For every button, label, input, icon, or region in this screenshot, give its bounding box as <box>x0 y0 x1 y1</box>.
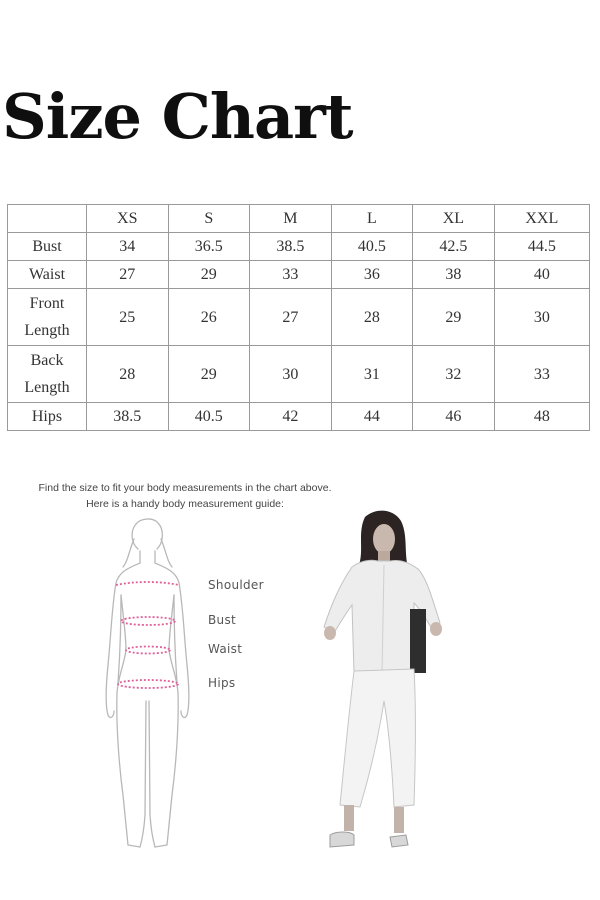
hips-label: Hips <box>208 676 236 690</box>
background-patch <box>410 609 426 673</box>
table-cell: 31 <box>331 346 413 403</box>
table-cell: 25 <box>87 289 169 346</box>
table-cell: 27 <box>87 261 169 289</box>
table-row <box>8 261 590 289</box>
table-row <box>8 403 590 431</box>
header-cell: S <box>168 205 250 233</box>
table-cell: 36 <box>331 261 413 289</box>
row-label-line: Hips <box>31 408 63 425</box>
guide-line: Here is a handy body measurement guide: <box>86 498 284 510</box>
row-label-line: Bust <box>32 238 62 255</box>
header-cell: XXL <box>494 205 589 233</box>
hips-measure-line <box>118 680 178 688</box>
waist-measure-line <box>126 647 170 654</box>
header-cell <box>8 205 87 233</box>
table-cell: 42.5 <box>413 233 495 261</box>
table-cell: 33 <box>250 261 332 289</box>
table-cell: 46 <box>413 403 495 431</box>
table-cell: 30 <box>494 289 589 346</box>
neck-outline <box>140 551 155 563</box>
table-cell: 38 <box>413 261 495 289</box>
guide-line: Find the size to fit your body measurements in the chart above. <box>38 482 332 494</box>
left-shoe <box>330 832 354 847</box>
size-table <box>7 204 590 431</box>
inner-arm-outline <box>118 595 177 683</box>
right-arm-outline <box>155 563 189 718</box>
hair-outline <box>123 539 172 567</box>
bust-label: Bust <box>208 613 236 627</box>
row-label-line: Back <box>30 352 64 369</box>
model-pants <box>340 669 416 807</box>
table-cell: 36.5 <box>168 233 250 261</box>
header-cell: XL <box>413 205 495 233</box>
row-label-line: Length <box>24 322 70 339</box>
table-cell: 27 <box>250 289 332 346</box>
table-cell: 34 <box>87 233 169 261</box>
shoulder-measure-line <box>116 582 179 585</box>
table-cell: 38.5 <box>250 233 332 261</box>
left-ankle <box>344 805 354 831</box>
table-cell: 40 <box>494 261 589 289</box>
right-shoe <box>390 835 408 847</box>
head-outline <box>132 519 162 549</box>
table-cell: 38.5 <box>87 403 169 431</box>
table-cell: 40.5 <box>331 233 413 261</box>
table-cell: 42 <box>250 403 332 431</box>
row-label-line: Length <box>24 379 70 396</box>
table-cell: 40.5 <box>168 403 250 431</box>
table-row <box>8 233 590 261</box>
table-cell: 29 <box>168 261 250 289</box>
header-cell: L <box>331 205 413 233</box>
table-cell: 32 <box>413 346 495 403</box>
table-cell: 44 <box>331 403 413 431</box>
row-label-line: Front <box>29 295 65 312</box>
shoulder-label: Shoulder <box>208 578 264 592</box>
table-cell: 48 <box>494 403 589 431</box>
body-outline-diagram <box>95 515 210 860</box>
table-cell: 28 <box>87 346 169 403</box>
model-face <box>373 524 395 554</box>
table-cell: 29 <box>168 346 250 403</box>
model-photo <box>290 505 460 855</box>
table-cell: 26 <box>168 289 250 346</box>
right-hand <box>430 622 442 636</box>
page-title: Size Chart <box>2 80 353 153</box>
table-cell: 33 <box>494 346 589 403</box>
header-cell: XS <box>87 205 169 233</box>
bust-measure-line <box>121 617 175 625</box>
table-row <box>8 289 590 346</box>
table-cell: 30 <box>250 346 332 403</box>
left-hand <box>324 626 336 640</box>
header-cell: M <box>250 205 332 233</box>
table-cell: 44.5 <box>494 233 589 261</box>
table-cell: 29 <box>413 289 495 346</box>
right-ankle <box>394 807 404 833</box>
table-row <box>8 346 590 403</box>
row-label <box>8 403 87 431</box>
waist-label: Waist <box>208 642 243 656</box>
row-label <box>8 346 87 403</box>
table-cell: 28 <box>331 289 413 346</box>
row-label-line: Waist <box>28 266 66 283</box>
left-arm-outline <box>106 563 140 718</box>
inner-legs-outline <box>140 701 155 847</box>
row-label <box>8 233 87 261</box>
row-label <box>8 289 87 346</box>
row-label <box>8 261 87 289</box>
table-header-row <box>8 205 590 233</box>
